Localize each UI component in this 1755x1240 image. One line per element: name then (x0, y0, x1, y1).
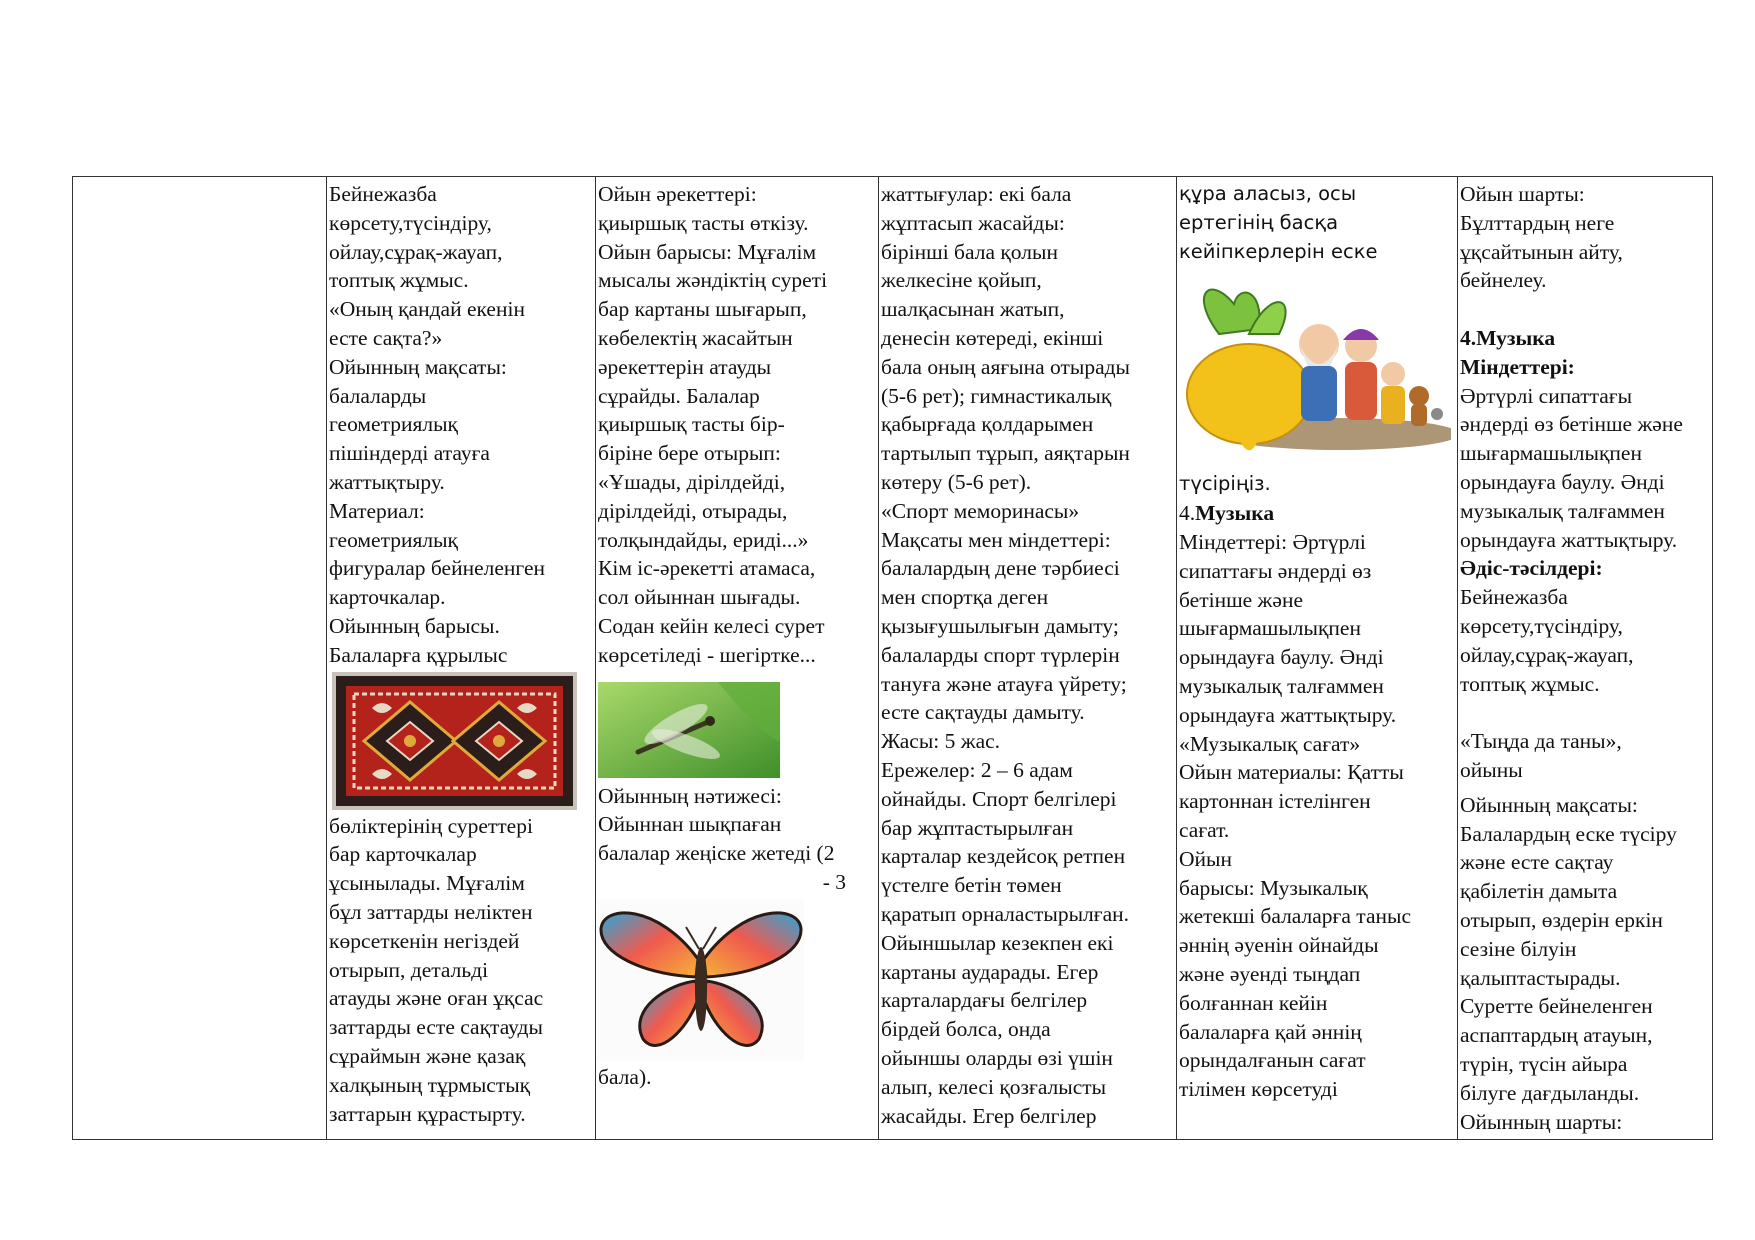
col5-text-a (1460, 180, 1712, 295)
text-line: Ойынның шарты: (1460, 1109, 1623, 1134)
text-line: желкесіне қойып, (881, 268, 1042, 293)
col5-text-c (1460, 583, 1712, 698)
text-line: жасайды. Егер белгілер (881, 1103, 1097, 1128)
butterfly-image (598, 899, 804, 1061)
text-line: Ойын әрекеттері: (598, 182, 757, 206)
col2-text-a (598, 180, 876, 670)
text-line: біріне бере отырып: (598, 441, 781, 466)
text-line: Мақсаты мен міндеттері: (881, 527, 1111, 552)
text-line: қызығушылығын дамыту; (881, 613, 1119, 638)
text-line: бар жұптастырылған (881, 815, 1074, 840)
col5-text-d (1460, 727, 1712, 785)
text-line: картоннан істелінген (1179, 789, 1371, 814)
text-line: карточкалар. (329, 585, 446, 610)
text-line: сағат. (1179, 817, 1230, 842)
col4-music-heading: 4.Музыка (1179, 501, 1275, 526)
column-butterfly-game (595, 177, 878, 1139)
text-line: мен спортқа деген (881, 585, 1049, 610)
column-listen-and-know (1457, 177, 1714, 1139)
text-line: Ойыншылар кезекпен екі (881, 930, 1114, 955)
text-line: балаларға қай әннің (1179, 1019, 1362, 1044)
dragonfly-image (598, 682, 780, 778)
col5-bold-b: Әдіс-тәсілдері: (1460, 556, 1603, 581)
text-line: «Оның қандай екенін (329, 297, 525, 322)
text-line: фигуралар бейнеленген (329, 556, 545, 581)
column-memory-game (326, 177, 595, 1139)
text-line: кейіпкерлерін еске (1179, 239, 1378, 263)
text-line: мысалы жәндіктің суреті (598, 268, 828, 293)
col1-text-b (329, 812, 593, 1129)
text-line: бұл заттарды неліктен (329, 899, 533, 924)
text-line: орындауға жаттықтыру. (1460, 527, 1678, 552)
text-line: Ойынның мақсаты: (1460, 792, 1638, 817)
text-line: көтеру (5-6 рет). (881, 469, 1032, 494)
text-line: Балаларға құрылыс (329, 642, 508, 667)
text-line: құра аласыз, осы (1179, 182, 1357, 205)
text-line: тілімен көрсетуді (1179, 1077, 1338, 1102)
empty-column (73, 177, 326, 1139)
text-line: Әртүрлі сипаттағы (1460, 383, 1633, 408)
text-line: Міндеттері: (1460, 354, 1575, 379)
text-line: топтық жұмыс. (1460, 671, 1600, 696)
col2-text-right: - 3 (822, 869, 846, 894)
text-line: бірдей болса, онда (881, 1017, 1051, 1042)
text-line: қиыршық тасты өткізу. (598, 210, 809, 235)
col5-bold-a (1460, 324, 1712, 382)
text-line: ойлау,сұрақ-жауап, (329, 239, 503, 264)
text-line: Ойынның нәтижесі: (598, 783, 782, 808)
text-line: Ойын (1179, 846, 1232, 871)
text-line: ұқсайтынын айту, (1460, 239, 1623, 264)
text-line: көрсетіледі - шегіртке... (598, 642, 816, 667)
text-line: Жасы: 5 жас. (881, 729, 1001, 754)
text-line: үстелге бетін төмен (881, 873, 1062, 898)
text-line: Ойын материалы: Қатты (1179, 760, 1404, 785)
text-line: бірінші бала қолын (881, 239, 1058, 264)
col4-text-c (1179, 528, 1455, 1104)
text-line: Міндеттері: Әртүрлі (1179, 529, 1366, 554)
text-line: «Музыкалық сағат» (1179, 731, 1361, 756)
text-line: топтық жұмыс. (329, 268, 469, 293)
text-line: ұсынылады. Мұғалім (329, 871, 525, 896)
col4-text-a (1179, 180, 1455, 266)
text-line: жұптасып жасайды: (881, 210, 1065, 235)
text-line: орындауға жаттықтыру. (1179, 702, 1397, 727)
text-line: музыкалық талғаммен (1460, 498, 1665, 523)
text-line: есте сақта?» (329, 325, 443, 350)
text-line: жаттықтыру. (329, 469, 445, 494)
text-line: Содан кейін келесі сурет (598, 613, 825, 638)
text-line: көрсеткенін негіздей (329, 928, 520, 953)
col2-text-b (598, 782, 876, 868)
text-line: түрін, түсін айыра (1460, 1051, 1628, 1076)
text-line: 4.Музыка (1460, 325, 1556, 350)
text-line: алып, келесі қозғалысты (881, 1074, 1107, 1099)
text-line: балалар жеңіске жетеді (2 (598, 841, 835, 866)
text-line: барысы: Музыкалық (1179, 875, 1368, 900)
text-line: бөліктерінің суреттері (329, 813, 533, 838)
text-line: ертегінің басқа (1179, 210, 1339, 234)
text-line: картаны аударады. Егер (881, 959, 1099, 984)
text-line: ойлау,сұрақ-жауап, (1460, 642, 1634, 667)
text-line: Ойын шарты: (1460, 182, 1585, 206)
text-line: балалардың дене тәрбиесі (881, 556, 1120, 581)
text-line: балаларды (329, 383, 427, 408)
text-line: шығармашылықпен (1460, 441, 1642, 466)
text-line: әрекеттерін атауды (598, 354, 772, 379)
text-line: орындауға баулу. Әнді (1179, 645, 1384, 670)
text-line: карталардағы белгілер (881, 988, 1088, 1013)
col5-text-b (1460, 382, 1712, 555)
text-line: Бейнежазба (1460, 585, 1568, 610)
text-line: және есте сақтау (1460, 850, 1614, 875)
lesson-plan-table (72, 176, 1713, 1140)
kazakh-carpet-image (332, 672, 577, 810)
text-line: жетекші балаларға таныс (1179, 904, 1411, 929)
text-line: ойнайды. Спорт белгілері (881, 786, 1117, 811)
text-line: заттарын құрастырту. (329, 1101, 526, 1126)
text-line: геометриялық (329, 527, 458, 552)
text-line: халқының тұрмыстық (329, 1072, 531, 1097)
text-line: шығармашылықпен (1179, 616, 1361, 641)
text-line: Кім іс-әрекетті атамаса, (598, 556, 816, 581)
text-line: (5-6 рет); гимнастикалық (881, 383, 1112, 408)
text-line: сол ойыннан шығады. (598, 585, 801, 610)
text-line: қабырғада қолдарымен (881, 412, 1094, 437)
text-line: Бұлттардың неге (1460, 210, 1615, 235)
text-line: Ойын барысы: Мұғалім (598, 239, 817, 264)
text-line: Ойынның барысы. (329, 613, 500, 638)
text-line: Ойынның мақсаты: (329, 354, 507, 379)
text-line: «Ұшады, дірілдейді, (598, 469, 786, 494)
text-line: ойыны (1460, 757, 1523, 782)
text-line: бар картаны шығарып, (598, 297, 807, 322)
text-line: Материал: (329, 498, 425, 523)
col4-text-b: түсіріңіз. (1179, 472, 1271, 496)
text-line: болғаннан кейін (1179, 990, 1328, 1015)
text-line: Балалардың еске түсіру (1460, 821, 1677, 846)
text-line: атауды және оған ұқсас (329, 986, 544, 1011)
text-line: музыкалық талғаммен (1179, 673, 1384, 698)
col3-text (881, 180, 1174, 1130)
text-line: есте сақтауды дамыту. (881, 700, 1085, 725)
text-line: сұраймын және қазақ (329, 1043, 526, 1068)
text-line: орындалғанын сағат (1179, 1048, 1366, 1073)
text-line: көрсету,түсіндіру, (329, 210, 492, 235)
text-line: аспаптардың атауын, (1460, 1023, 1653, 1048)
text-line: бар карточкалар (329, 842, 477, 867)
text-line: балаларды спорт түрлерін (881, 642, 1120, 667)
text-line: білуге дағдыланды. (1460, 1080, 1640, 1105)
text-line: және әуенді тыңдап (1179, 961, 1361, 986)
text-line: қиыршық тасты бір- (598, 412, 785, 437)
text-line: әндерді өз бетінше және (1460, 412, 1683, 437)
text-line: геометриялық (329, 412, 458, 437)
text-line: Суретте бейнеленген (1460, 994, 1653, 1019)
text-line: әннің әуенін ойнайды (1179, 933, 1379, 958)
text-line: сипаттағы әндерді өз (1179, 558, 1372, 583)
text-line: толқындайды, ериді...» (598, 527, 809, 552)
text-line: ойыншы оларды өзі үшін (881, 1045, 1113, 1070)
text-line: орындауға баулу. Әнді (1460, 469, 1665, 494)
text-line: Бейнежазба (329, 182, 437, 206)
text-line: «Тыңда да таны», (1460, 729, 1622, 754)
col2-text-end: бала). (598, 1064, 652, 1089)
text-line: қалыптастырады. (1460, 965, 1621, 990)
column-music-clock (1176, 177, 1457, 1139)
text-line: тартылып тұрып, аяқтарын (881, 441, 1130, 466)
text-line: карталар кездейсоқ ретпен (881, 844, 1126, 869)
text-line: қабілетін дамыта (1460, 879, 1618, 904)
text-line: бала оның аяғына отырады (881, 354, 1131, 379)
text-line: көрсету,түсіндіру, (1460, 613, 1623, 638)
text-line: денесін көтереді, екінші (881, 325, 1104, 350)
text-line: дірілдейді, отырады, (598, 498, 788, 523)
text-line: Ойыннан шықпаған (598, 812, 782, 837)
col1-text-a (329, 180, 593, 670)
column-sport-memory (878, 177, 1176, 1139)
text-line: шалқасынан жатып, (881, 297, 1065, 322)
text-line: пішіндерді атауға (329, 441, 490, 466)
text-line: отырып, өздерін еркін (1460, 907, 1663, 932)
text-line: Ережелер: 2 – 6 адам (881, 757, 1073, 782)
text-line: бетінше және (1179, 587, 1303, 612)
text-line: заттарды есте сақтауды (329, 1015, 543, 1040)
turnip-tale-image (1179, 274, 1451, 460)
text-line: қаратып орналастырылған. (881, 901, 1130, 926)
col5-text-e (1460, 791, 1712, 1137)
text-line: сұрайды. Балалар (598, 383, 760, 408)
text-line: жаттығулар: екі бала (881, 182, 1072, 206)
text-line: бейнелеу. (1460, 268, 1547, 293)
text-line: көбелектің жасайтын (598, 325, 793, 350)
text-line: тануға және атауға үйрету; (881, 671, 1127, 696)
text-line: отырып, детальді (329, 957, 489, 982)
text-line: сезіне білуін (1460, 936, 1577, 961)
text-line: «Спорт меморинасы» (881, 498, 1080, 523)
